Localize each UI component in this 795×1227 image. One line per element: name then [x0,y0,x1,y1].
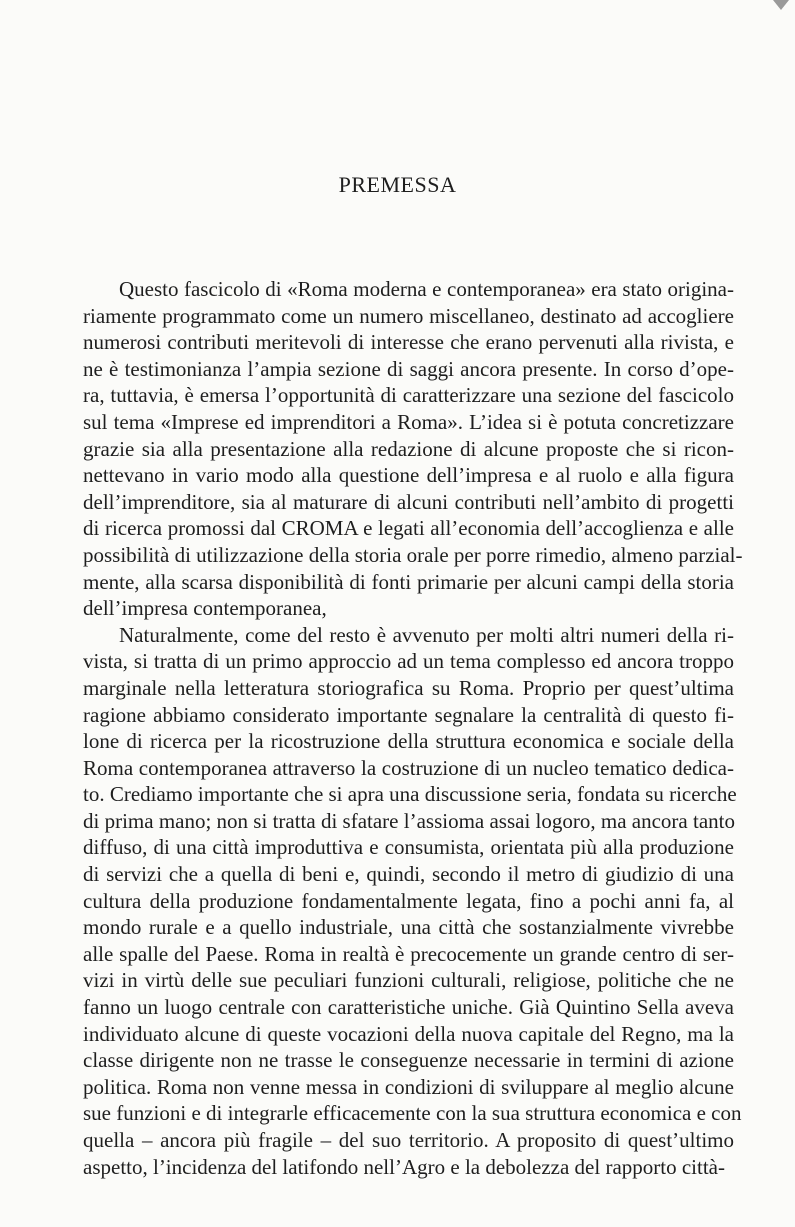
text-line: numerosi contributi meritevoli di interesse che erano pervenuti alla rivista, e [83,330,734,355]
text-line: cultura della produzione fondamentalmente legata, fino a pochi anni fa, al [83,888,734,913]
text-line: mente, alla scarsa disponibilità di fonti primarie per alcuni campi della storia [83,569,734,594]
page-heading: PREMESSA [338,172,457,197]
paragraph [83,276,743,622]
text-line: ra, tuttavia, è emersa l’opportunità di caratterizzare una sezione del fascicolo [83,383,734,408]
text-line: sue funzioni e di integrarle efficacemente con la sua struttura economica e con [83,1101,742,1126]
text-line: Questo fascicolo di «Roma moderna e contemporanea» era stato origina- [119,277,734,301]
paragraph [83,622,742,1180]
text-line: alle spalle del Paese. Roma in realtà è precocemente un grande centro di ser- [83,941,734,966]
text-line: mondo rurale e a quello industriale, una città che sostanzialmente vivrebbe [83,915,734,940]
text-line: nettevano in vario modo alla questione dell’impresa e al ruolo e alla figura [83,463,734,488]
text-line: vizi in virtù delle sue peculiari funzioni culturali, religiose, politiche che ne [83,968,734,993]
text-line: fanno un luogo centrale con caratteristiche uniche. Già Quintino Sella aveva [83,995,734,1020]
text-line: politica. Roma non venne messa in condizioni di sviluppare al meglio alcune [83,1074,734,1099]
text-line: di prima mano; non si tratta di sfatare l’assioma assai logoro, ma ancora tanto [83,808,735,833]
text-line: dell’impresa contemporanea, [83,596,327,621]
text-line: vista, si tratta di un primo approccio ad un tema complesso ed ancora troppo [83,649,734,674]
text-line: Naturalmente, come del resto è avvenuto per molti altri numeri della ri- [119,622,734,647]
text-line: di ricerca promossi dal CROMA e legati all’economia dell’accoglienza e alle [83,516,734,541]
text-line: to. Crediamo importante che si apra una discussione seria, fondata su ricerche [83,782,737,807]
text-line: dell’imprenditore, sia al maturare di alcuni contributi nell’ambito di progetti [83,489,734,514]
text-line: quella – ancora più fragile – del suo territorio. A proposito di quest’ultimo [83,1128,734,1152]
body-text [83,276,743,1180]
text-line: individuato alcune di queste vocazioni della nuova capitale del Regno, ma la [83,1021,734,1046]
text-line: possibilità di utilizzazione della storia orale per porre rimedio, almeno parzial- [83,542,743,567]
text-line: riamente programmato come un numero miscellaneo, destinato ad accogliere [83,303,734,328]
page-corner-mark [773,0,789,10]
text-line: ragione abbiamo considerato importante segnalare la centralità di questo fi- [83,702,734,727]
text-line: classe dirigente non ne trasse le conseguenze necessarie in termini di azione [83,1048,734,1073]
text-line: ne è testimonianza l’ampia sezione di saggi ancora presente. In corso d’ope- [83,356,734,381]
text-line: diffuso, di una città improduttiva e consumista, orientata più alla produzione [83,835,734,860]
text-line: sul tema «Imprese ed imprenditori a Roma». L’idea si è potuta concretizzare [83,409,734,434]
text-line: grazie sia alla presentazione alla redazione di alcune proposte che si ricon- [83,436,734,461]
text-line: aspetto, l’incidenza del latifondo nell’Agro e la debolezza del rapporto città- [83,1154,725,1179]
text-line: marginale nella letteratura storiografica su Roma. Proprio per quest’ultima [83,675,734,700]
text-line: lone di ricerca per la ricostruzione della struttura economica e sociale della [83,729,734,754]
text-line: di servizi che a quella di beni e, quindi, secondo il metro di giudizio di una [83,862,734,887]
text-line: Roma contemporanea attraverso la costruzione di un nucleo tematico dedica- [83,755,734,780]
